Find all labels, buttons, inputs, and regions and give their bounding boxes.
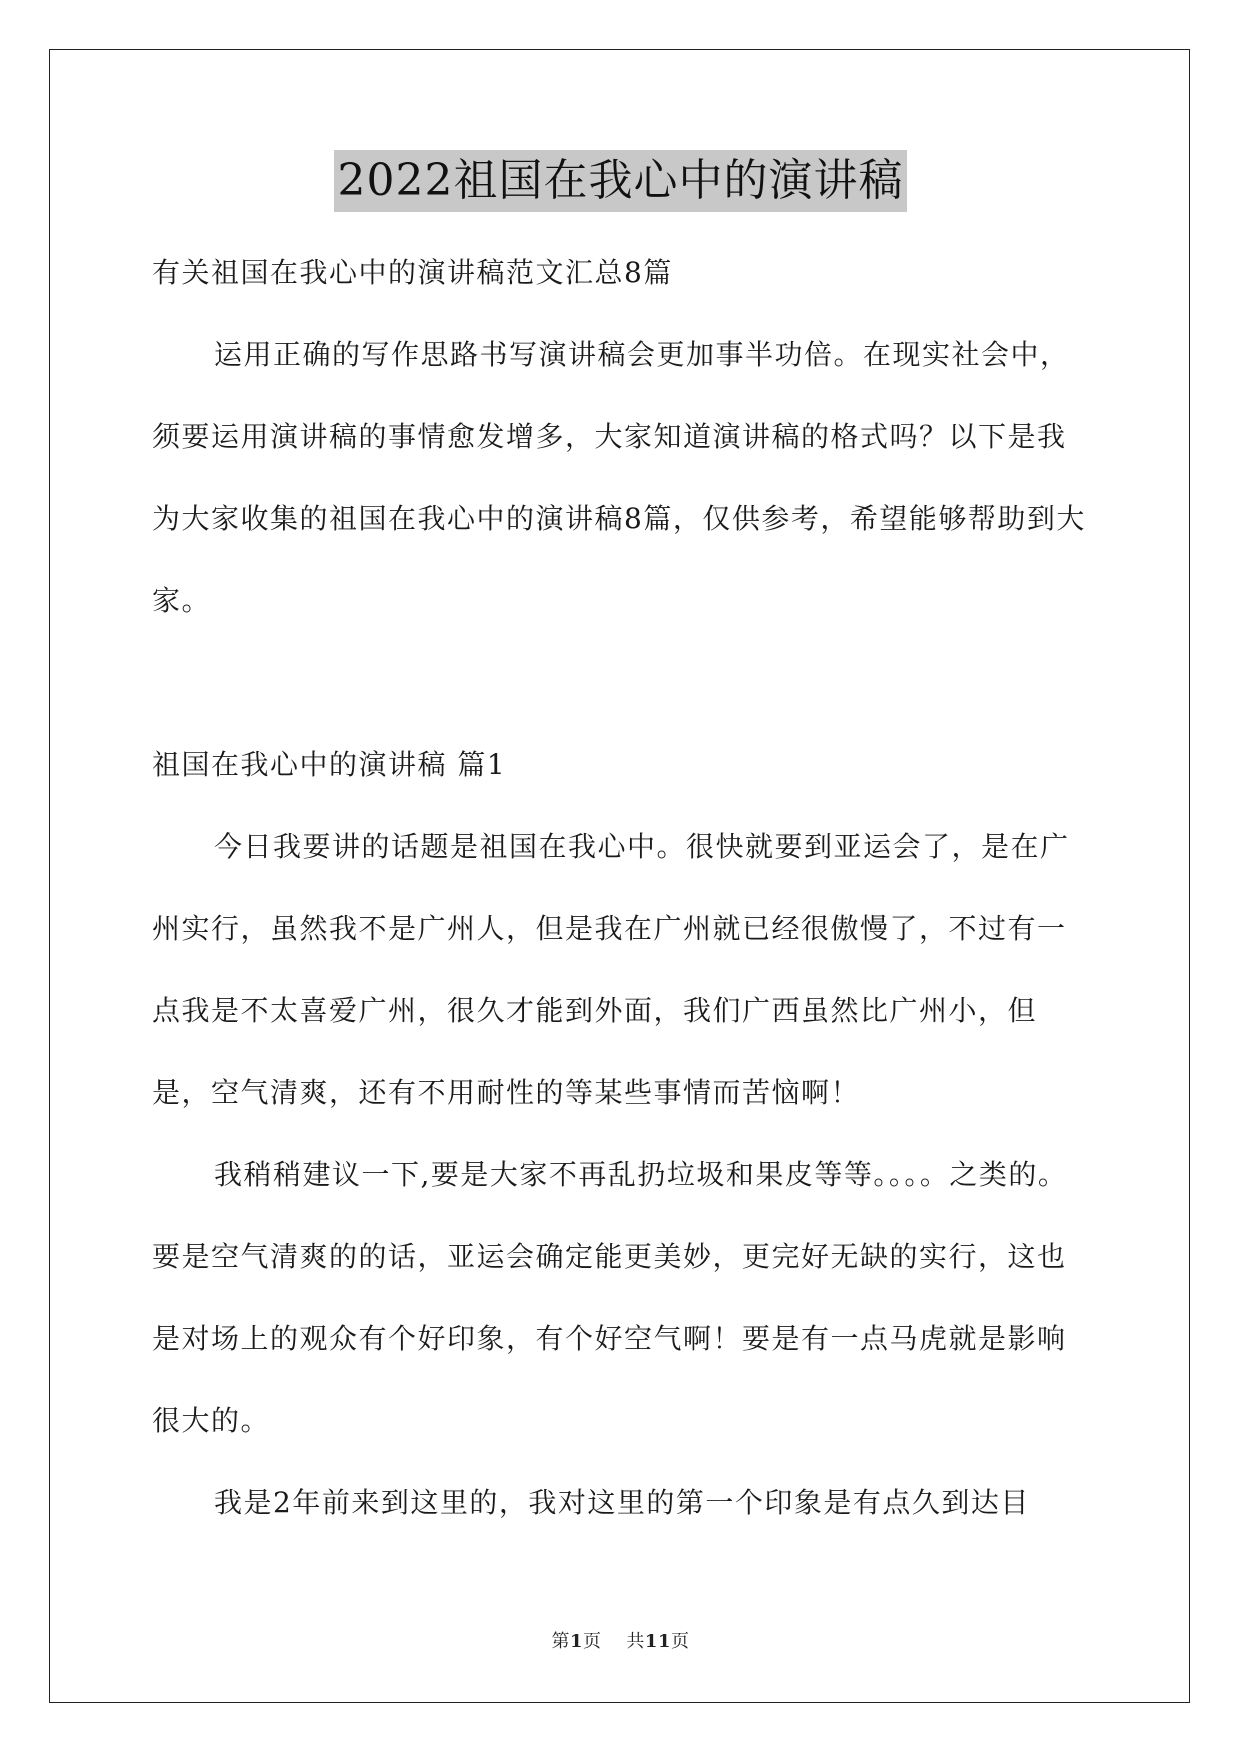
total-pages: 11 (644, 1631, 671, 1652)
paragraph-gap (152, 642, 1092, 724)
title-wrap (0, 150, 1241, 212)
document-subtitle: 有关祖国在我心中的演讲稿范文汇总8篇 (152, 256, 673, 289)
page-footer (0, 1627, 1241, 1653)
body-paragraph-3: 我是2年前来到这里的，我对这里的第一个印象是有点久到达目 (214, 1486, 1030, 1519)
page-suffix: 页 (583, 1631, 602, 1652)
total-suffix: 页 (670, 1631, 690, 1652)
body-paragraph-2: 我稍稍建议一下,要是大家不再乱扔垃圾和果皮等等。。。。之类的。要是空气清爽的的话，亚运会确定能更美妙，更完好无缺的实行，这也是对场上的观众有个好印象，有个好空气啊！要是有一点马虎就是影响很大的。 (152, 1158, 1068, 1437)
document-title: 2022祖国在我心中的演讲稿 (334, 150, 908, 212)
body-paragraph-1: 今日我要讲的话题是祖国在我心中。很快就要到亚运会了，是在广州实行，虽然我不是广州人，但是我在广州就已经很傲慢了，不过有一点我是不太喜爱广州，很久才能到外面，我们广西虽然比广州小，但是，空气清爽，还有不用耐性的等某些事情而苦恼啊！ (152, 830, 1070, 1109)
intro-paragraph: 运用正确的写作思路书写演讲稿会更加事半功倍。在现实社会中，须要运用演讲稿的事情愈发增多，大家知道演讲稿的格式吗？以下是我为大家收集的祖国在我心中的演讲稿8篇，仅供参考，希望能够帮助到大家。 (152, 338, 1086, 617)
document-body (152, 232, 1092, 1544)
total-prefix: 共 (626, 1631, 645, 1652)
page-number: 1 (570, 1631, 584, 1652)
section-heading: 祖国在我心中的演讲稿 篇1 (152, 748, 507, 781)
page-prefix: 第 (551, 1631, 570, 1652)
